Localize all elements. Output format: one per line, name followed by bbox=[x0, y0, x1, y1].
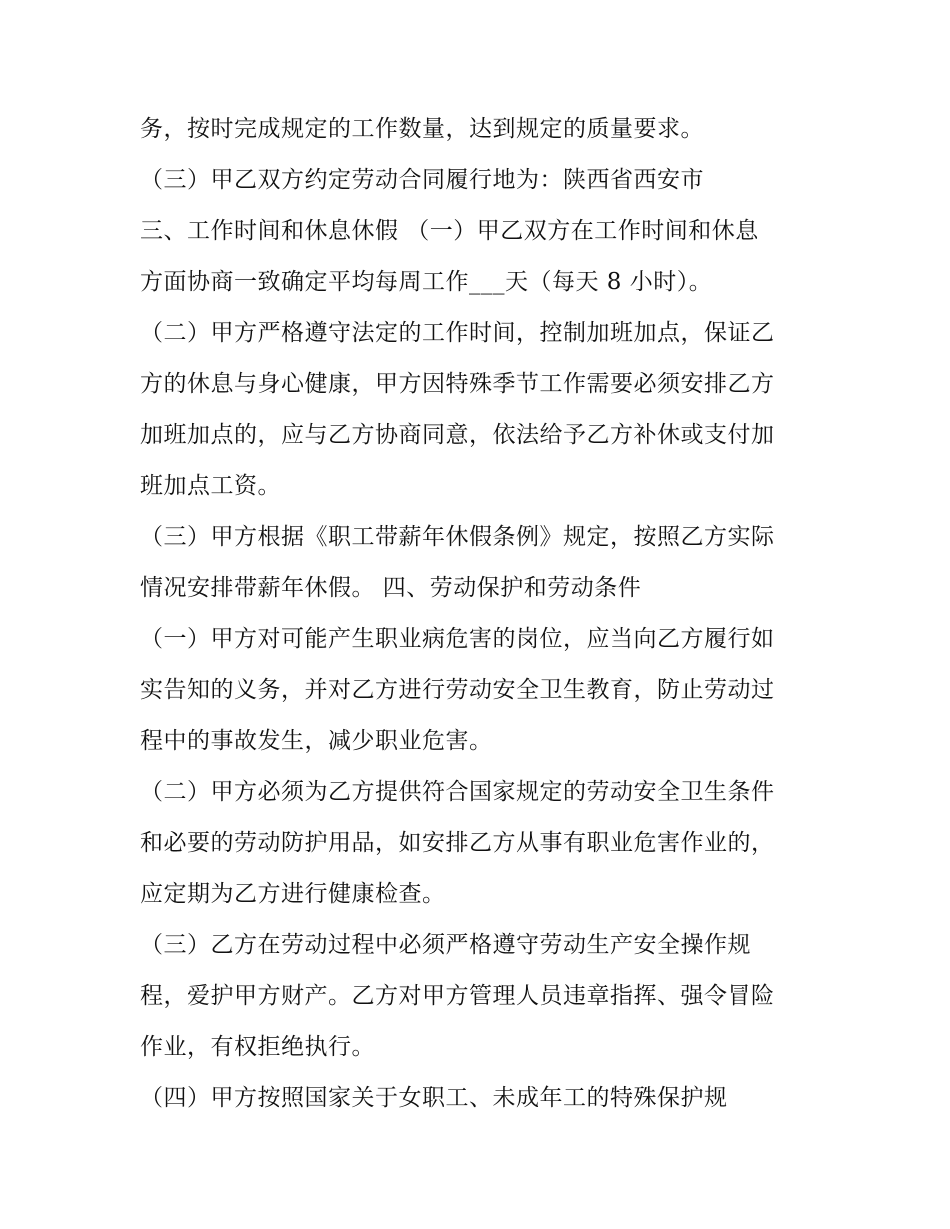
text-line: 方的休息与身心健康，甲方因特殊季节工作需要必须安排乙方 bbox=[140, 371, 775, 397]
text-line: 情况安排带薪年休假。 四、劳动保护和劳动条件 bbox=[140, 575, 642, 601]
text-line: （三）甲方根据《职工带薪年休假条例》规定，按照乙方实际 bbox=[140, 524, 775, 550]
text-line: （二）甲方严格遵守法定的工作时间，控制加班加点，保证乙 bbox=[140, 320, 775, 346]
text-line: （三）乙方在劳动过程中必须严格遵守劳动生产安全操作规 bbox=[140, 932, 751, 958]
text-line: （二）甲方必须为乙方提供符合国家规定的劳动安全卫生条件 bbox=[140, 779, 775, 805]
text-line: 务，按时完成规定的工作数量，达到规定的质量要求。 bbox=[140, 116, 704, 142]
text-line: 和必要的劳动防护用品，如安排乙方从事有职业危害作业的， bbox=[140, 830, 775, 856]
text-line: 程，爱护甲方财产。乙方对甲方管理人员违章指挥、强令冒险 bbox=[140, 983, 775, 1009]
text-line: 实告知的义务，并对乙方进行劳动安全卫生教育，防止劳动过 bbox=[140, 677, 775, 703]
text-line: 三、工作时间和休息休假 （一）甲乙双方在工作时间和休息 bbox=[140, 218, 759, 244]
text-line: 应定期为乙方进行健康检查。 bbox=[140, 881, 446, 907]
text-line: 加班加点的，应与乙方协商同意，依法给予乙方补休或支付加 bbox=[140, 422, 775, 448]
text-line: 方面协商一致确定平均每周工作___天（每天 8 小时）。 bbox=[140, 269, 713, 295]
text-line: 班加点工资。 bbox=[140, 473, 281, 499]
document-body bbox=[140, 104, 830, 1124]
text-line: 作业，有权拒绝执行。 bbox=[140, 1034, 375, 1060]
text-line: 程中的事故发生，减少职业危害。 bbox=[140, 728, 493, 754]
text-line: （四）甲方按照国家关于女职工、未成年工的特殊保护规 bbox=[140, 1085, 728, 1111]
text-line: （一）甲方对可能产生职业病危害的岗位，应当向乙方履行如 bbox=[140, 626, 775, 652]
text-line: （三）甲乙双方约定劳动合同履行地为：陕西省西安市 bbox=[140, 167, 704, 193]
